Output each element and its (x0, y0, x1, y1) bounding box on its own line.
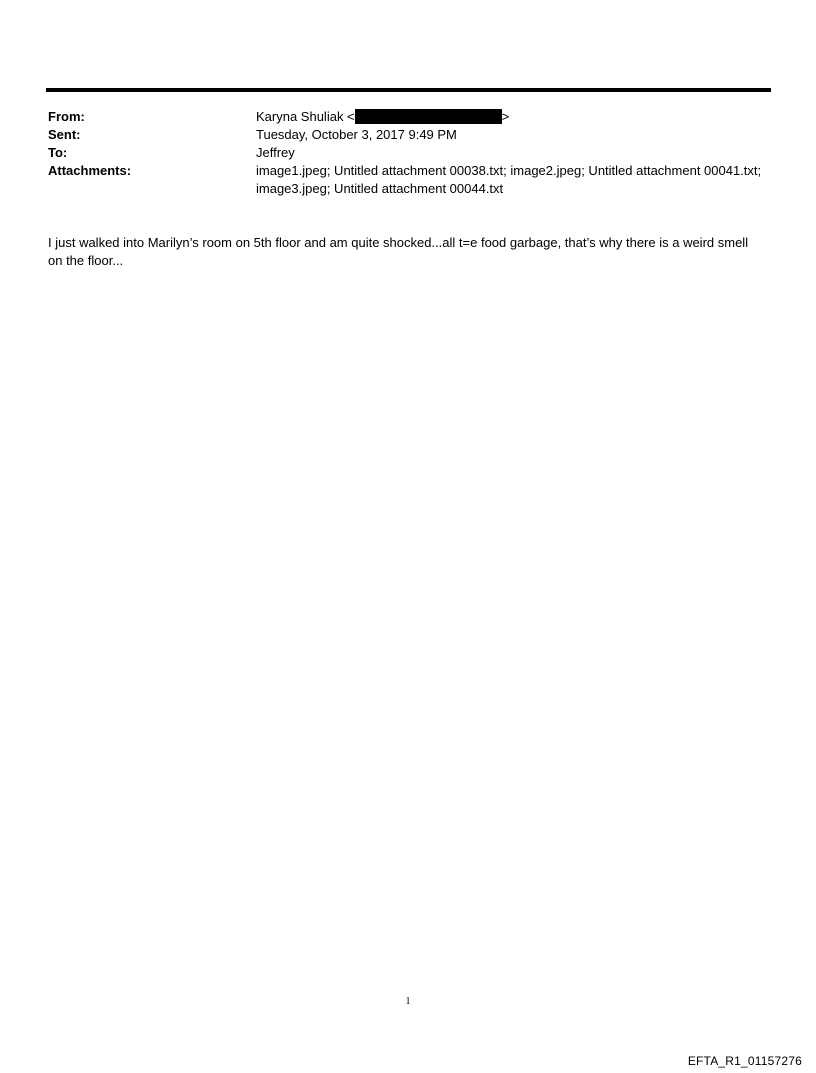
bates-stamp: EFTA_R1_01157276 (687, 1054, 802, 1068)
attachments-row (48, 162, 768, 198)
to-label: To: (48, 145, 68, 160)
to-row (48, 144, 768, 162)
sender-name: Karyna Shuliak < (256, 109, 355, 124)
header-divider-rule (46, 88, 771, 92)
sender-address-close: > (501, 109, 510, 124)
sent-label: Sent: (48, 127, 81, 142)
email-body: I just walked into Marilyn’s room on 5th floor and am quite shocked...all t=e food garbage, that’s why there is a weird smell on the floor... (48, 235, 749, 268)
from-label: From: (48, 109, 85, 124)
redaction-block (355, 109, 502, 124)
email-header (48, 108, 768, 198)
attachments-value: image1.jpeg; Untitled attachment 00038.txt; image2.jpeg; Untitled attachment 00041.txt; image3.jpeg; Untitled attachment 00044.txt (256, 163, 762, 196)
sent-value: Tuesday, October 3, 2017 9:49 PM (256, 127, 457, 142)
page-number: 1 (405, 996, 411, 1007)
to-value: Jeffrey (256, 145, 295, 160)
sent-row (48, 126, 768, 144)
from-row (48, 108, 768, 126)
from-value (256, 108, 768, 126)
attachments-label: Attachments: (48, 163, 132, 178)
